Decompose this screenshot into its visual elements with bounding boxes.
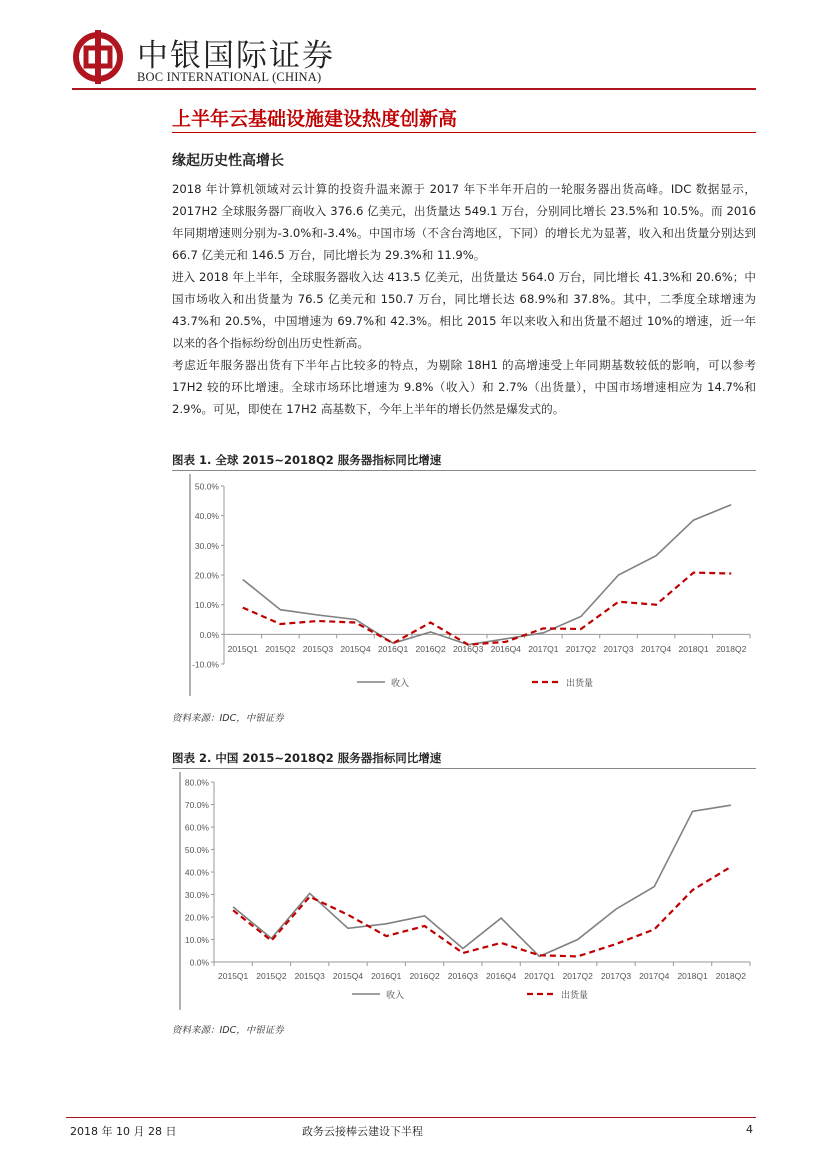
x-tick-label: 2016Q3 xyxy=(453,644,484,654)
series-line-revenue xyxy=(233,805,731,956)
y-tick-label: 20.0% xyxy=(194,570,219,581)
x-tick-label: 2017Q1 xyxy=(528,644,559,654)
y-tick-label: 70.0% xyxy=(184,800,209,810)
header-divider xyxy=(72,88,756,90)
y-tick-label: 10.0% xyxy=(184,935,209,945)
legend-label: 出货量 xyxy=(561,990,589,1000)
x-tick-label: 2015Q2 xyxy=(256,971,287,981)
paragraph-1: 2018 年计算机领域对云计算的投资升温来源于 2017 年下半年开启的一轮服务器出货高峰。IDC 数据显示，2017H2 全球服务器厂商收入 376.6 亿美元，出货量达 549.1 万台，分别同比增长 23.5%和 10.5%。而 2016 年同期增速则分别为-3.0%和-3.4%。中国市场（不含台湾地区，下同）的增长尤为显著，收入和出货量分别达到 66.7 亿美元和 146.5 万台，同比增长为 29.3%和 11.9%。 xyxy=(172,182,756,262)
x-tick-label: 2016Q4 xyxy=(486,971,517,981)
paragraph-3: 考虑近年服务器出货有下半年占比较多的特点，为剔除 18H1 的高增速受上年同期基数较低的影响，可以参考 17H2 较的环比增速。全球市场环比增速为 9.8%（收入）和 2.7%（出货量），中国市场增速相应为 14.7%和 2.9%。可见，即使在 17H2 高基数下，今年上半年的增长仍然是爆发式的。 xyxy=(172,358,756,416)
y-tick-label: 40.0% xyxy=(184,867,209,878)
brand-name-cn: 中银国际证券 xyxy=(137,38,335,74)
x-tick-label: 2015Q3 xyxy=(302,644,334,654)
series-line-revenue xyxy=(243,505,731,645)
section-title: 上半年云基础设施建设热度创新高 xyxy=(172,108,458,130)
x-tick-label: 2017Q3 xyxy=(600,971,632,981)
boc-logo xyxy=(72,26,124,88)
x-tick-label: 2017Q2 xyxy=(562,971,593,981)
x-tick-label: 2016Q2 xyxy=(409,971,440,981)
chart-global xyxy=(172,474,756,700)
y-tick-label: 40.0% xyxy=(194,511,219,522)
x-tick-label: 2018Q1 xyxy=(678,644,709,654)
brand-name-en: BOC INTERNATIONAL (CHINA) xyxy=(137,70,322,84)
subsection-title: 缘起历史性高增长 xyxy=(172,153,284,169)
x-tick-label: 2015Q1 xyxy=(218,971,249,981)
series-line-shipments xyxy=(233,867,731,957)
figure-2-divider xyxy=(172,768,756,769)
y-tick-label: 10.0% xyxy=(194,600,219,611)
y-tick-label: 30.0% xyxy=(184,890,209,900)
legend-label: 收入 xyxy=(386,990,405,1000)
y-tick-label: 50.0% xyxy=(184,845,209,855)
y-tick-label: 0.0% xyxy=(199,629,219,640)
x-tick-label: 2017Q4 xyxy=(640,644,672,654)
x-tick-label: 2016Q2 xyxy=(415,644,446,654)
legend-label: 出货量 xyxy=(566,678,594,688)
y-tick-label: 60.0% xyxy=(184,822,209,833)
figure-2-source: 资料来源：IDC，中银证券 xyxy=(172,1025,284,1036)
figure-1-divider xyxy=(172,470,756,471)
x-tick-label: 2017Q2 xyxy=(565,644,597,654)
section-title-divider xyxy=(172,132,756,133)
chart-china xyxy=(172,772,756,1012)
x-tick-label: 2017Q3 xyxy=(603,644,634,654)
figure-1-title: 图表 1. 全球 2015~2018Q2 服务器指标同比增速 xyxy=(172,453,442,467)
x-tick-label: 2015Q2 xyxy=(265,644,296,654)
x-tick-label: 2018Q2 xyxy=(715,971,746,981)
y-tick-label: 50.0% xyxy=(194,481,219,492)
x-tick-label: 2016Q3 xyxy=(447,971,478,981)
x-tick-label: 2017Q1 xyxy=(524,971,555,981)
boc-logo-icon xyxy=(72,26,124,88)
x-tick-label: 2015Q1 xyxy=(227,644,258,654)
y-tick-label: 20.0% xyxy=(184,912,209,923)
y-tick-label: -10.0% xyxy=(192,659,219,670)
footer-doc-title: 政务云接棒云建设下半程 xyxy=(302,1125,423,1138)
x-tick-label: 2017Q4 xyxy=(639,971,670,981)
x-tick-label: 2016Q1 xyxy=(371,971,402,981)
y-tick-label: 30.0% xyxy=(194,540,219,551)
figure-2-title: 图表 2. 中国 2015~2018Q2 服务器指标同比增速 xyxy=(172,751,442,765)
x-tick-label: 2015Q3 xyxy=(294,971,325,981)
x-tick-label: 2016Q4 xyxy=(490,644,521,654)
x-tick-label: 2016Q1 xyxy=(377,644,409,654)
footer-divider xyxy=(66,1117,756,1118)
legend-label: 收入 xyxy=(391,678,410,688)
figure-1-source: 资料来源：IDC，中银证券 xyxy=(172,713,284,724)
x-tick-label: 2018Q2 xyxy=(716,644,747,654)
paragraph-2: 进入 2018 年上半年，全球服务器收入达 413.5 亿美元，出货量达 564.0 万台，同比增长 41.3%和 20.6%；中国市场收入和出货量为 76.5 亿美元和 150.7 万台，同比增长达 68.9%和 37.8%。其中，二季度全球增速为 43.7%和 20.5%，中国增速为 69.7%和 42.3%。相比 2015 年以来收入和出货量不超过 10%的增速，近一年以来的各个指标纷纷创出历史性新高。 xyxy=(172,270,756,350)
x-tick-label: 2015Q4 xyxy=(340,644,371,654)
x-tick-label: 2015Q4 xyxy=(332,971,364,981)
footer-date: 2018 年 10 月 28 日 xyxy=(70,1125,177,1138)
y-tick-label: 80.0% xyxy=(184,777,209,788)
y-tick-label: 0.0% xyxy=(189,957,209,968)
footer-page-number: 4 xyxy=(746,1123,753,1136)
x-tick-label: 2018Q1 xyxy=(677,971,708,981)
